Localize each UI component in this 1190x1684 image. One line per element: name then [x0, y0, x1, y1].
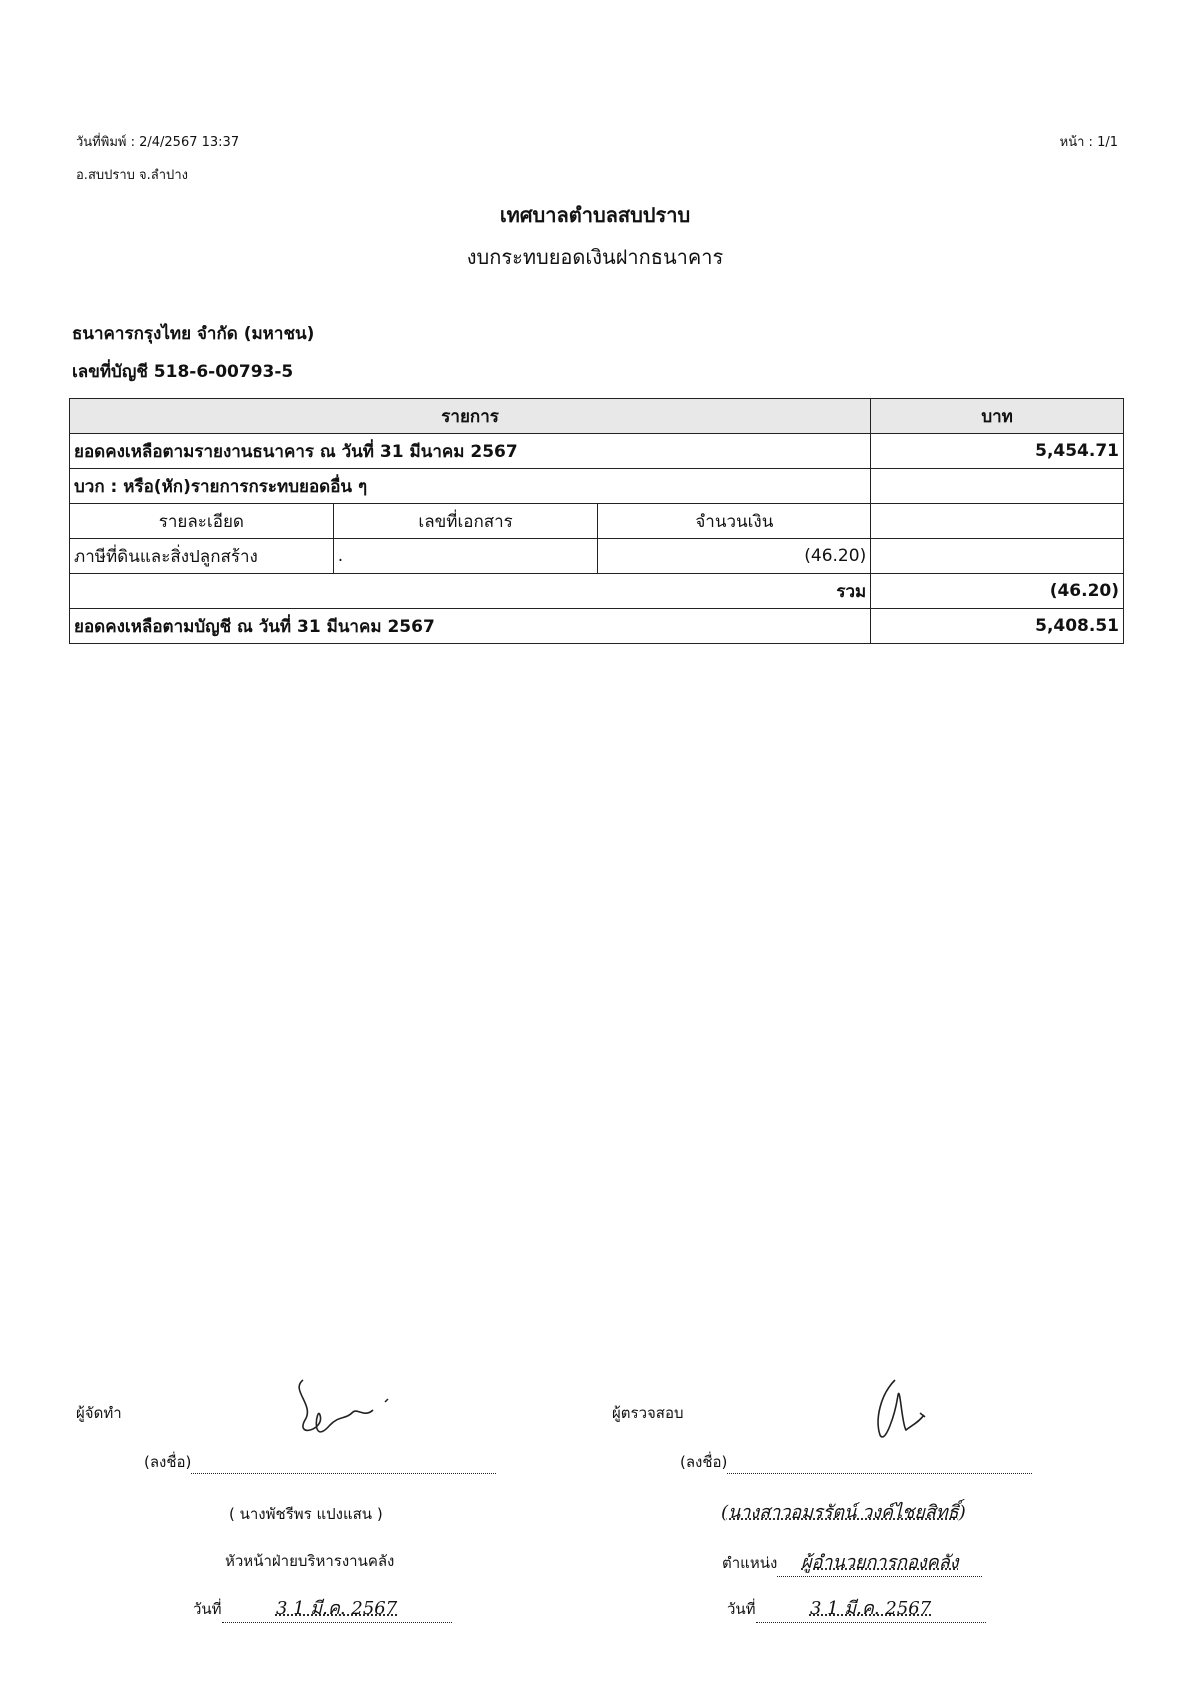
preparer-signature-image [285, 1370, 395, 1450]
preparer-position: หัวหน้าฝ่ายบริหารงานคลัง [225, 1552, 395, 1570]
reconciliation-table [69, 398, 1124, 644]
book-balance-label: ยอดคงเหลือตามบัญชี ณ วันที่ 31 มีนาคม 2567 [70, 609, 871, 644]
adjustment-empty-cell [871, 469, 1124, 504]
preparer-sign-line [191, 1455, 496, 1474]
reviewer-date-row [727, 1593, 986, 1623]
preparer-date-value: 3 1 มี.ค. 2567 [222, 1593, 452, 1623]
org-title: เทศบาลตำบลสบปราบ [499, 203, 691, 227]
reviewer-sign-line [727, 1455, 1032, 1474]
preparer-date-row [193, 1593, 452, 1623]
total-row [70, 574, 1124, 609]
account-number: เลขที่บัญชี 518-6-00793-5 [72, 362, 294, 382]
sub-header-doc-no: เลขที่เอกสาร [333, 504, 598, 539]
bank-name: ธนาคารกรุงไทย จำกัด (มหาชน) [72, 324, 315, 344]
sub-header-empty-cell [871, 504, 1124, 539]
reviewer-name: (นางสาวอมรรัตน์ วงค์ไชยสิทธิ์) [721, 1502, 966, 1523]
table-header-row [70, 399, 1124, 434]
report-title: งบกระทบยอดเงินฝากธนาคาร [466, 245, 724, 269]
total-label: รวม [70, 574, 871, 609]
preparer-sign-row [144, 1450, 496, 1474]
bank-balance-label: ยอดคงเหลือตามรายงานธนาคาร ณ วันที่ 31 มีนาคม 2567 [70, 434, 871, 469]
preparer-date-label: วันที่ [193, 1600, 222, 1618]
table-row [70, 539, 1124, 574]
bank-balance-row [70, 434, 1124, 469]
total-value: (46.20) [871, 574, 1124, 609]
row-detail: ภาษีที่ดินและสิ่งปลูกสร้าง [70, 539, 334, 574]
preparer-role: ผู้จัดทำ [76, 1404, 122, 1422]
district-label: อ.สบปราบ จ.ลำปาง [76, 168, 188, 183]
row-amount: (46.20) [598, 539, 871, 574]
page-number: หน้า : 1/1 [1059, 135, 1118, 150]
bank-balance-value: 5,454.71 [871, 434, 1124, 469]
preparer-name: ( นางพัชรีพร แปงแสน ) [229, 1505, 383, 1523]
col-baht-header: บาท [871, 399, 1124, 434]
reviewer-position-label: ตำแหน่ง [722, 1554, 778, 1572]
reviewer-signature-image [860, 1375, 950, 1450]
reviewer-role: ผู้ตรวจสอบ [612, 1404, 684, 1422]
print-date: วันที่พิมพ์ : 2/4/2567 13:37 [76, 135, 240, 150]
book-balance-row [70, 609, 1124, 644]
adjustment-label: บวก : หรือ(หัก)รายการกระทบยอดอื่น ๆ [70, 469, 871, 504]
reviewer-sign-row [680, 1450, 1032, 1474]
reviewer-date-label: วันที่ [727, 1600, 756, 1618]
sub-header-amount: จำนวนเงิน [598, 504, 871, 539]
adjustment-row [70, 469, 1124, 504]
col-item-header: รายการ [70, 399, 871, 434]
reviewer-position: ผู้อำนวยการกองคลัง [777, 1547, 982, 1577]
sub-header-row [70, 504, 1124, 539]
book-balance-value: 5,408.51 [871, 609, 1124, 644]
reviewer-position-row [722, 1547, 982, 1577]
preparer-sign-label: (ลงชื่อ) [144, 1453, 192, 1471]
row-doc-no: . [333, 539, 598, 574]
reviewer-sign-label: (ลงชื่อ) [680, 1453, 728, 1471]
reviewer-date-value: 3 1 มี.ค. 2567 [756, 1593, 986, 1623]
sub-header-detail: รายละเอียด [70, 504, 334, 539]
row-empty-cell [871, 539, 1124, 574]
